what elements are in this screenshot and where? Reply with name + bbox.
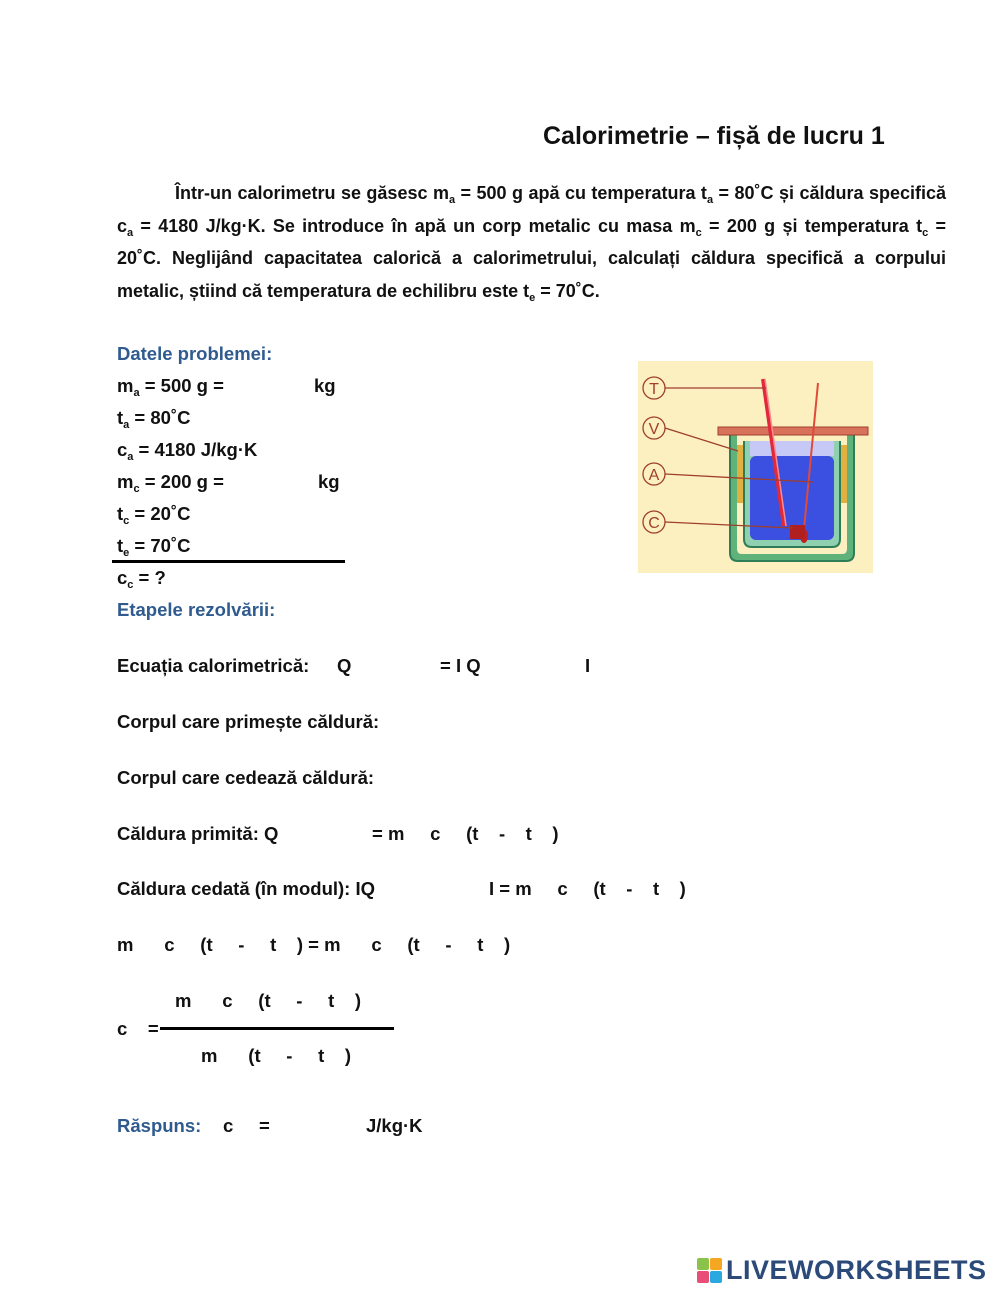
- answer-unit: J/kg·K: [366, 1115, 423, 1136]
- water-surface: [750, 441, 834, 456]
- label-text-V: V: [648, 421, 660, 438]
- fraction-numerator: m c (t - t ): [175, 990, 362, 1011]
- data-row-tc: $t_c$ = 20˚C: [117, 503, 191, 527]
- data-row-te: $t_e$ = 70˚C: [117, 535, 191, 559]
- received-heat-formula: = m c (t - t ): [372, 823, 559, 844]
- label-text-T: T: [649, 381, 659, 398]
- data-unit-mc: kg: [318, 471, 340, 492]
- given-heat-formula: I = m c (t - t ): [489, 878, 686, 899]
- liveworksheets-logo: [697, 1255, 987, 1285]
- calorimetric-end: I: [585, 655, 591, 676]
- page-title: Calorimetrie – fișă de lucru 1: [543, 122, 885, 150]
- insulation-right: [841, 445, 847, 503]
- logo-text: LIVEWORKSHEETS: [726, 1254, 987, 1285]
- gives-heat-label: Corpul care cedează căldură:: [117, 767, 375, 788]
- answer-expression: c =: [223, 1115, 270, 1136]
- data-heading: Datele problemei:: [117, 343, 273, 364]
- problem-statement: Într-un calorimetru se găsesc $m_a = 500$ g apă cu temperatura $t_a$ = 80˚C și căldura specifică $c_a = 4180$ J/kg·K. Se introduce în apă un corp metalic cu masa $m_c = 200$ g și temperatura $t_c$ = 20˚C. Neglijând capacitatea calorică a calorimetrului, calculați căldura specifică a corpului metalic, știind că temperatura de echilibru este $t_e$ = 70˚C.: [117, 183, 947, 304]
- fraction-lhs: c =: [117, 1018, 159, 1039]
- heat-balance-equation: m c (t - t ) = m c (t - t ): [117, 934, 511, 955]
- data-divider: [112, 560, 345, 563]
- receives-heat-label: Corpul care primește căldură:: [117, 711, 380, 732]
- given-heat-label: Căldura cedată (în modul): IQ: [117, 878, 375, 899]
- data-row-cc: $c_c$ = ?: [117, 567, 166, 591]
- fraction-denominator: m (t - t ): [201, 1045, 352, 1066]
- data-row-mc: $m_c = 200$ g =: [117, 471, 224, 495]
- calorimetric-mid: = I Q: [440, 655, 481, 676]
- fraction-bar: [160, 1027, 394, 1030]
- calorimeter-figure: [638, 361, 873, 573]
- logo-icon: [697, 1258, 722, 1283]
- logo-square-orange: [710, 1258, 722, 1270]
- insulation-left: [737, 445, 743, 503]
- lid: [718, 427, 868, 435]
- calorimetric-label: Ecuația calorimetrică:: [117, 655, 310, 676]
- label-text-A: A: [648, 467, 660, 484]
- answer-label: Răspuns:: [117, 1115, 202, 1136]
- data-unit-ma: kg: [314, 375, 336, 396]
- metal-body: [790, 525, 805, 539]
- logo-square-pink: [697, 1271, 709, 1283]
- data-row-ca: $c_a = 4180$ J/kg·K: [117, 439, 258, 463]
- data-row-ta: $t_a$ = 80˚C: [117, 407, 191, 431]
- steps-heading: Etapele rezolvării:: [117, 599, 276, 620]
- logo-square-blue: [710, 1271, 722, 1283]
- data-row-ma: $m_a = 500$ g =: [117, 375, 224, 399]
- label-text-C: C: [648, 515, 660, 532]
- calorimetric-q1: Q: [337, 655, 352, 676]
- logo-square-green: [697, 1258, 709, 1270]
- received-heat-label: Căldura primită: Q: [117, 823, 279, 844]
